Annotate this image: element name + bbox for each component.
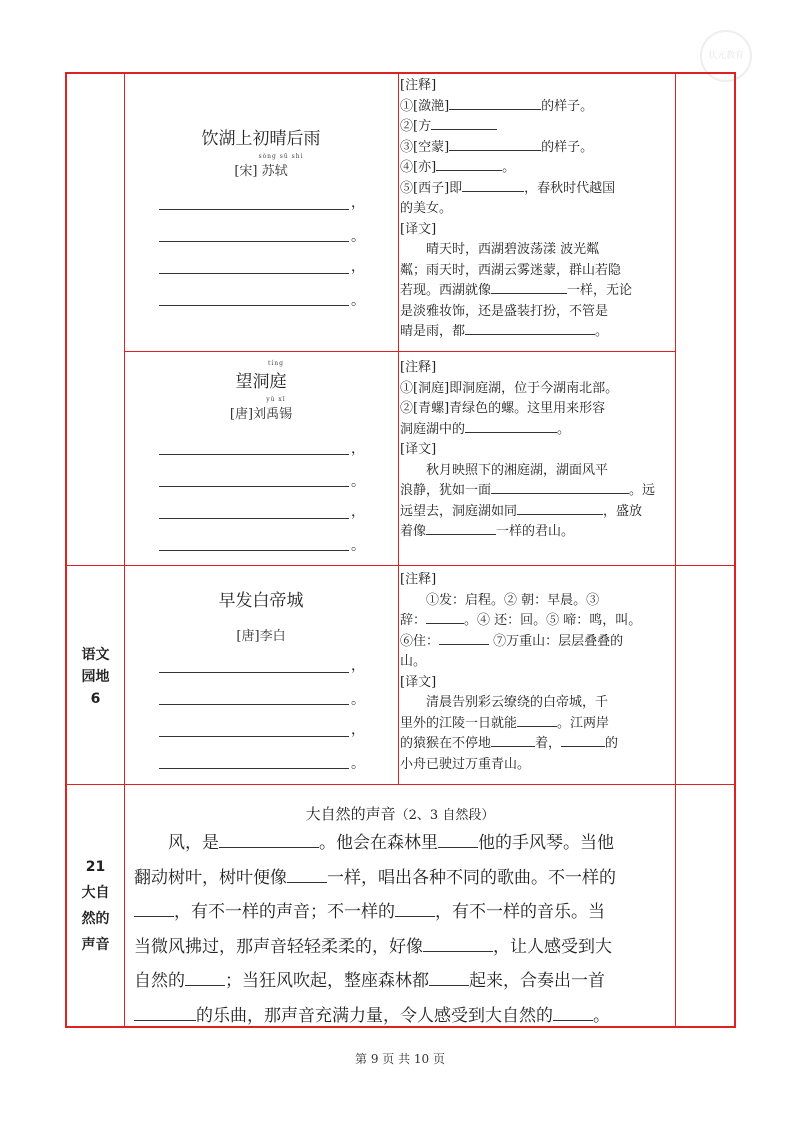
author-pinyin: sòng sū shì bbox=[258, 153, 304, 160]
side-label-lesson-21: 21 大自 然的 声音 bbox=[81, 859, 110, 953]
answer-blank[interactable] bbox=[436, 158, 502, 171]
answer-blank[interactable] bbox=[185, 970, 225, 986]
poem-title: 早发白帝城 bbox=[218, 591, 304, 611]
answer-line[interactable] bbox=[159, 736, 349, 737]
answer-line[interactable] bbox=[159, 550, 349, 551]
answer-blank[interactable] bbox=[465, 420, 557, 433]
poem-2-heading bbox=[125, 360, 397, 422]
answer-line[interactable] bbox=[159, 273, 349, 274]
answer-blank[interactable] bbox=[134, 901, 174, 917]
answer-blank[interactable] bbox=[429, 970, 469, 986]
side-label-yuwen-yuandi: 语文 园地 6 bbox=[81, 647, 110, 707]
answer-line[interactable] bbox=[159, 768, 349, 769]
answer-line[interactable] bbox=[159, 672, 349, 673]
lesson-21-title: 大自然的声音（2、3 自然段） bbox=[305, 805, 495, 823]
answer-blank[interactable] bbox=[431, 117, 497, 130]
poem-author: [唐]李白 bbox=[236, 629, 286, 644]
answer-blank[interactable] bbox=[462, 179, 524, 192]
answer-blank[interactable] bbox=[491, 281, 567, 294]
poem-title: 饮湖上初晴后雨 bbox=[201, 129, 321, 149]
row-divider bbox=[67, 784, 734, 785]
answer-line[interactable] bbox=[159, 241, 349, 242]
answer-blank[interactable] bbox=[438, 832, 478, 848]
poem-author: [唐]刘禹锡 bbox=[229, 407, 293, 422]
poem-1-heading bbox=[125, 124, 397, 179]
answer-blank[interactable] bbox=[426, 522, 496, 535]
answer-line[interactable] bbox=[159, 704, 349, 705]
answer-blank[interactable] bbox=[287, 867, 327, 883]
column-divider bbox=[398, 74, 399, 784]
worksheet-table: 语文 园地 6 21 大自 然的 声音 饮湖上初晴后雨 sòng sū shì [宋] 苏轼 ， 。 ， 。 [注释] ①[潋滟] 的样子。 ②[方 ③[空蒙] 的样子。 ④[亦] 。 ⑤[西子]即 ，春秋时代越国 的美女。 [译文] 晴天时，西湖碧波荡漾 波光粼 粼；雨天时，西湖云雾迷蒙，群山若隐 若现。西湖就像 一样，无论 是淡雅妆饰，还是盛装打扮，不管是 晴是雨，都 。 tíng 望洞庭 yǔ xī [唐]刘禹锡 ， 。 ， 。 [注释] ①[洞庭]即洞庭湖，位于今湖南北部。 ②[青螺]青绿色的螺。这里用来形容 洞庭湖中的 。 [译文] 秋月映照下的湘庭湖，湖面风平 浪静，犹如一面 。远 远望去，洞庭湖如同 ，盛放 着像 一样的君山。 早发白帝城 [唐]李白 ， 。 ， 。 [注释] ①发：启程。② 朝：早晨。③ 辞： 。④ 还：回。⑤ 啼：鸣，叫。 ⑥住： ⑦万重山：层层叠叠的 山。 [译文] 清晨告别彩云缭绕的白帝城，千 里外的江陵一日就能 。江两岸 的猿猴在不停地 着， 的 小舟已驶过万重青山。 大自然的声音（2、3 自然段） 风，是 。他会在森林里 他的手风琴。当他 翻动树叶，树叶便像 一样，唱出各种不同的歌曲。不一样的 ，有不一样的声音；不一样的 ，有不一样的音乐。当 当微风拂过，那声音轻轻柔柔的，好像 ，让人感受到大 自然的 ；当狂风吹起，整座森林都 起来，合奏出一首 的乐曲，那声音充满力量，令人感受到大自然的 。 bbox=[65, 72, 736, 1028]
poem-title: 望洞庭 bbox=[235, 372, 287, 392]
answer-line[interactable] bbox=[159, 486, 349, 487]
answer-blank[interactable] bbox=[517, 502, 603, 515]
page-footer: 第 9 页 共 10 页 bbox=[355, 1052, 445, 1066]
answer-line[interactable] bbox=[159, 305, 349, 306]
answer-blank[interactable] bbox=[449, 97, 541, 110]
answer-line[interactable] bbox=[159, 209, 349, 210]
answer-blank[interactable] bbox=[491, 734, 535, 747]
row-divider bbox=[67, 565, 734, 566]
answer-blank[interactable] bbox=[553, 1005, 593, 1021]
answer-blank[interactable] bbox=[426, 611, 464, 624]
poem-author: [宋] 苏轼 bbox=[234, 164, 288, 179]
poem-1-notes: [注释] ①[潋滟] 的样子。 ②[方 ③[空蒙] 的样子。 ④[亦] 。 ⑤[西子]即 ，春秋时代越国 的美女。 [译文] 晴天时，西湖碧波荡漾 波光粼 粼；雨天时，西湖云雾迷蒙，群山若隐 若现。西湖就像 一样，无论 是淡雅妆饰，还是盛装打扮，不管是 晴是雨，都 。 bbox=[400, 78, 633, 339]
watermark-seal: 状元教育 bbox=[700, 30, 752, 82]
answer-line[interactable] bbox=[159, 518, 349, 519]
answer-blank[interactable] bbox=[395, 901, 435, 917]
answer-blank[interactable] bbox=[561, 734, 605, 747]
answer-blank[interactable] bbox=[219, 832, 319, 848]
title-pinyin: tíng bbox=[267, 360, 285, 367]
poem-3-notes: [注释] ①发：启程。② 朝：早晨。③ 辞： 。④ 还：回。⑤ 啼：鸣，叫。 ⑥住： ⑦万重山：层层叠叠的 山。 [译文] 清晨告别彩云缭绕的白帝城，千 里外的江陵一日就能 。江两岸 的猿猴在不停地 着， 的 小舟已驶过万重青山。 bbox=[400, 572, 642, 772]
lesson-21-cloze-paragraph: 风，是 。他会在森林里 他的手风琴。当他 翻动树叶，树叶便像 一样，唱出各种不同的歌曲。不一样的 ，有不一样的声音；不一样的 ，有不一样的音乐。当 当微风拂过，那声音轻轻柔柔的，好像 ，让人感受到大 自然的 ；当狂风吹起，整座森林都 起来，合奏出一首 的乐曲，那声音充满力量，令人感受到大自然的 。 bbox=[134, 833, 616, 1026]
answer-blank[interactable] bbox=[465, 322, 595, 335]
column-divider bbox=[124, 74, 125, 1026]
answer-blank[interactable] bbox=[134, 1005, 196, 1021]
answer-blank[interactable] bbox=[449, 138, 541, 151]
poem-2-notes: [注释] ①[洞庭]即洞庭湖，位于今湖南北部。 ②[青螺]青绿色的螺。这里用来形容 洞庭湖中的 。 [译文] 秋月映照下的湘庭湖，湖面风平 浪静，犹如一面 。远 远望去，洞庭湖如同 ，盛放 着像 一样的君山。 bbox=[400, 360, 656, 539]
answer-blank[interactable] bbox=[423, 936, 493, 952]
author-pinyin: yǔ xī bbox=[266, 396, 286, 403]
answer-blank[interactable] bbox=[439, 632, 489, 645]
row-divider bbox=[124, 351, 675, 352]
answer-blank[interactable] bbox=[517, 714, 557, 727]
answer-line[interactable] bbox=[159, 454, 349, 455]
answer-blank[interactable] bbox=[491, 481, 629, 494]
poem-3-heading bbox=[125, 586, 397, 644]
